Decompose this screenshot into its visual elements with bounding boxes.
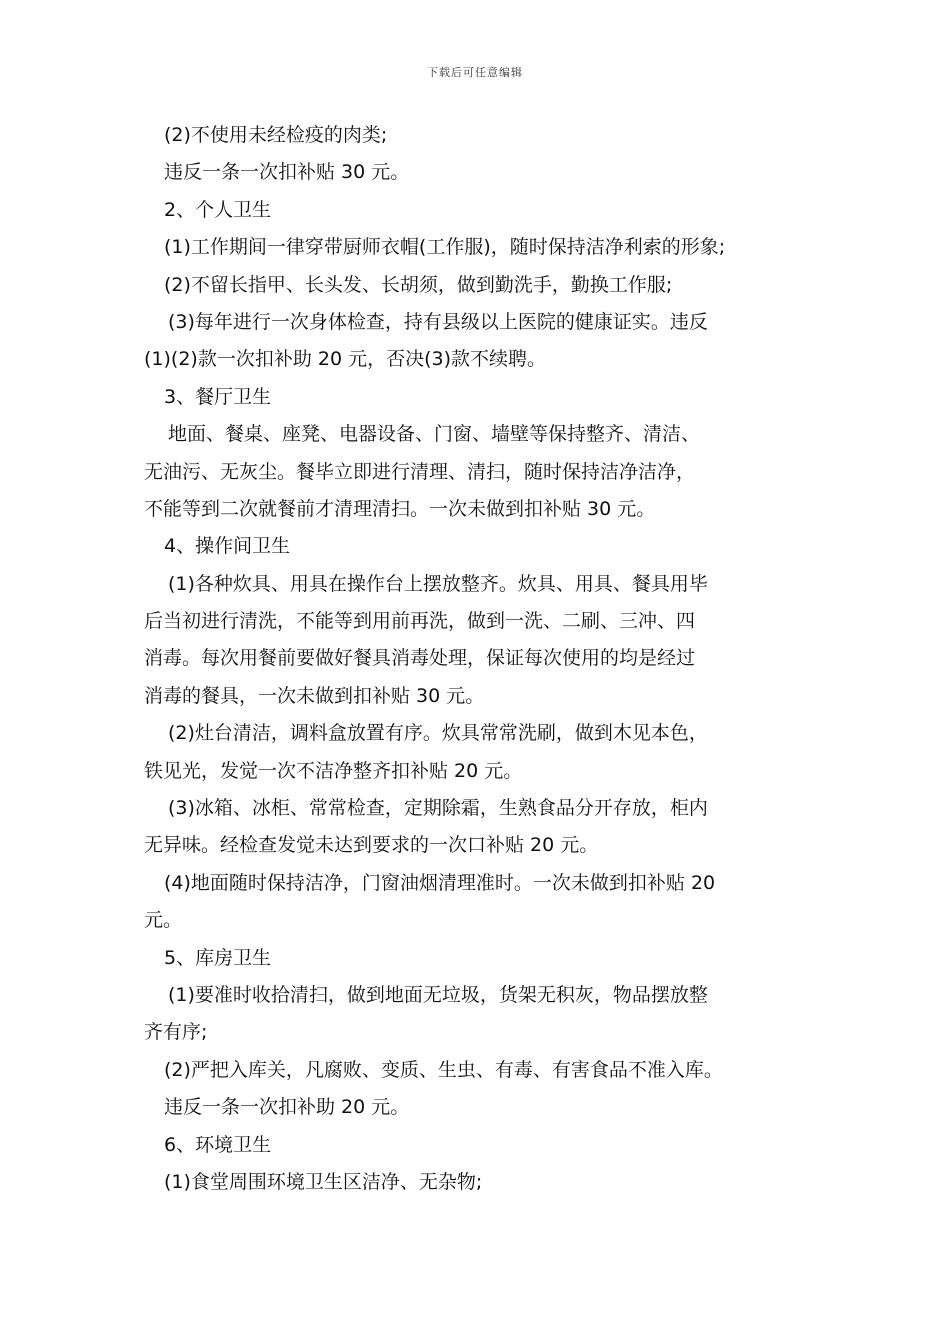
paragraph-line: 无异味。经检查发觉未达到要求的一次口补贴 20 元。 [144,834,599,857]
paragraph-line: 消毒。每次用餐前要做好餐具消毒处理，保证每次使用的均是经过 [144,647,696,670]
paragraph-line: (3)冰箱、冰柜、常常检查，定期除霜，生熟食品分开存放，柜内 [168,797,708,820]
paragraph-line: 后当初进行清洗，不能等到用前再洗，做到一洗、二刷、三冲、四 [144,610,696,633]
paragraph-line: (3)每年进行一次身体检查，持有县级以上医院的健康证实。违反 [168,310,708,333]
paragraph-line: 不能等到二次就餐前才清理清扫。一次未做到扣补贴 30 元。 [144,497,656,520]
paragraph-line: 违反一条一次扣补助 20 元。 [164,1096,410,1119]
section-heading: 2、个人卫生 [164,198,272,221]
paragraph-line: (2)不留长指甲、长头发、长胡须，做到勤洗手，勤换工作服; [164,273,673,296]
paragraph-line: (1)工作期间一律穿带厨师衣帽(工作服)，随时保持洁净利索的形象; [164,236,726,259]
paragraph-line: (1)要准时收拾清扫，做到地面无垃圾，货架无积灰，物品摆放整 [168,983,708,1006]
document-body [144,117,816,1201]
page-header: 下载后可任意编辑 [427,66,523,79]
section-heading: 3、餐厅卫生 [164,385,272,408]
paragraph-line: 地面、餐桌、座凳、电器设备、门窗、墙壁等保持整齐、清洁、 [168,423,701,446]
paragraph-line: 违反一条一次扣补贴 30 元。 [164,161,410,184]
paragraph-line: (2)不使用未经检疫的肉类; [164,124,388,146]
paragraph-line: (1)食堂周围环境卫生区洁净、无杂物; [164,1170,483,1193]
paragraph-line: 无油污、无灰尘。餐毕立即进行清理、清扫，随时保持洁净洁净， [144,460,696,483]
paragraph-line: (2)灶台清洁，调料盒放置有序。炊具常常洗刷，做到木见本色， [168,722,708,745]
paragraph-line: (2)严把入库关，凡腐败、变质、生虫、有毒、有害食品不准入库。 [164,1058,723,1081]
paragraph-line: (4)地面随时保持洁净，门窗油烟清理准时。一次未做到扣补贴 20 [164,871,716,894]
paragraph-line: (1)(2)款一次扣补助 20 元，否决(3)款不续聘。 [144,348,546,371]
paragraph-line: 铁见光，发觉一次不洁净整齐扣补贴 20 元。 [144,759,523,782]
paragraph-line: 元。 [144,909,183,932]
paragraph-line: 齐有序; [144,1021,208,1044]
section-heading: 6、环境卫生 [164,1133,272,1156]
section-heading: 5、库房卫生 [164,946,272,969]
paragraph-line: (1)各种炊具、用具在操作台上摆放整齐。炊具、用具、餐具用毕 [168,572,708,595]
section-heading: 4、操作间卫生 [164,535,291,558]
paragraph-line: 消毒的餐具，一次未做到扣补贴 30 元。 [144,684,485,707]
